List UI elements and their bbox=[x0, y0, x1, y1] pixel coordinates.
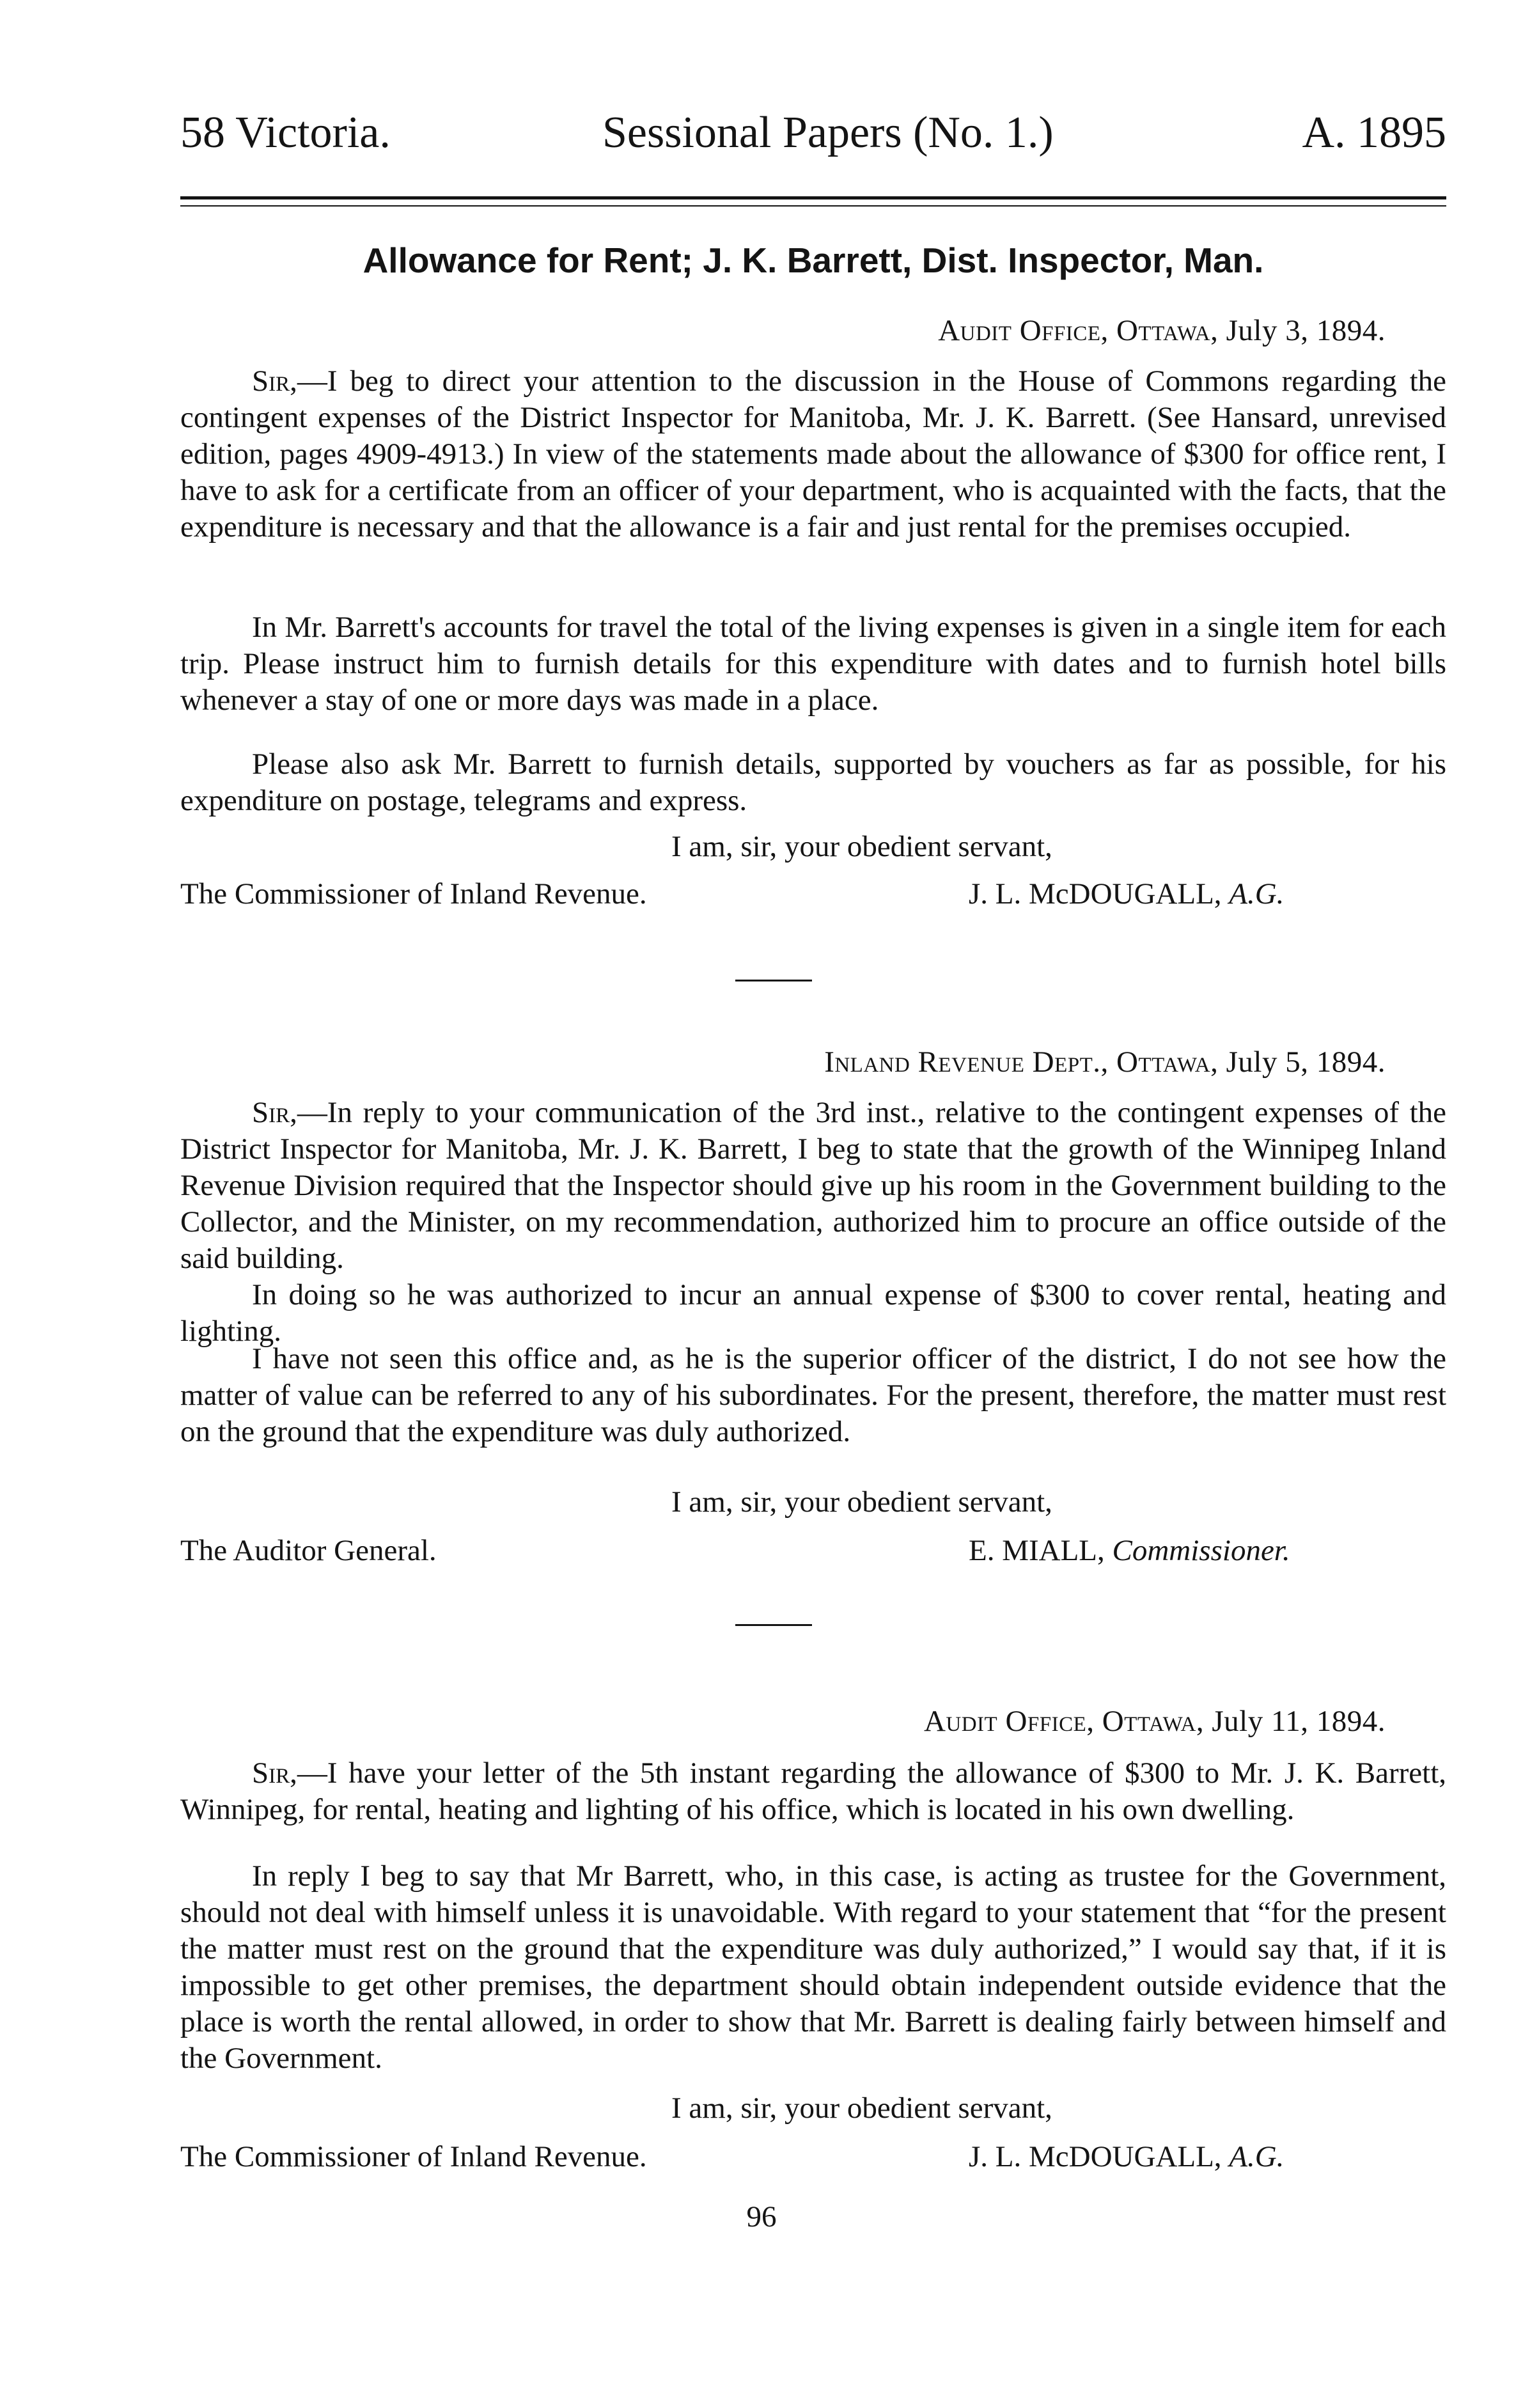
letter-2-addressee: The Auditor General. bbox=[180, 1534, 437, 1567]
letter-3-salutation: Sir, bbox=[252, 1756, 297, 1790]
letter-2-place: Inland Revenue Dept., Ottawa, bbox=[824, 1045, 1219, 1079]
letter-1-addressee: The Commissioner of Inland Revenue. bbox=[180, 877, 647, 911]
letter-2-paragraph-3: I have not seen this office and, as he is the superior officer of the district, I do not see how the matter of value can be referred to any of his subordinates. For the present, therefore, the matter must rest on the ground that the expenditure was duly authorized. bbox=[180, 1342, 1446, 1448]
letter-1-date: July 3, 1894. bbox=[1218, 314, 1386, 347]
header-sessional-papers: Sessional Papers (No. 1.) bbox=[602, 108, 1054, 157]
letter-2-closing: I am, sir, your obedient servant, bbox=[671, 1485, 1052, 1519]
letter-3-addressee: The Commissioner of Inland Revenue. bbox=[180, 2140, 647, 2173]
letter-1-closing: I am, sir, your obedient servant, bbox=[671, 830, 1052, 863]
letter-3-place: Audit Office, Ottawa, bbox=[923, 1705, 1205, 1738]
letter-3-date: July 11, 1894. bbox=[1204, 1705, 1386, 1738]
letter-separator-1 bbox=[735, 980, 812, 981]
letter-3-dateline bbox=[924, 1704, 1386, 1739]
header-year: A. 1895 bbox=[1302, 108, 1446, 157]
letter-2-paragraph-1: Sir,—In reply to your communication of the 3rd inst., relative to the contingent expenses of the District Inspector for Manitoba, Mr. J. K. Barrett, I beg to state that the growth of the Winnipeg Inland Revenue Division required that the Inspector should give up his room in the Government building to the Collector, and the Minister, on my recommendation, authorized him to procure an office outside of the said building. bbox=[180, 1096, 1446, 1275]
letter-1-paragraph-2: In Mr. Barrett's accounts for travel the total of the living expenses is given in a single item for each trip. Please instruct him to furnish details for this expenditure with dates and to furnish hotel bills whenever a stay of one or more days was made in a place. bbox=[180, 611, 1446, 717]
letter-3-paragraph-2: In reply I beg to say that Mr Barrett, who, in this case, is acting as trustee for the Government, should not deal with himself unless it is unavoidable. With regard to your statement that “for the present the matter must rest on the ground that the expenditure was duly authorized,” I would say that, if it is impossible to get other premises, the department should obtain independent outside evidence that the place is worth the rental allowed, in order to show that Mr. Barrett is dealing fairly between himself and the Government. bbox=[180, 1859, 1446, 2075]
letter-2-signature: E. MIALL, Commissioner. bbox=[969, 1534, 1290, 1567]
letter-1-paragraph-3: Please also ask Mr. Barrett to furnish details, supported by vouchers as far as possible, for his expenditure on postage, telegrams and express. bbox=[180, 747, 1446, 817]
letter-3-signature: J. L. McDOUGALL, A.G. bbox=[969, 2140, 1285, 2173]
document-title: Allowance for Rent; J. K. Barrett, Dist. Inspector, Man. bbox=[363, 240, 1264, 280]
letter-2-salutation: Sir, bbox=[252, 1096, 297, 1129]
header-session: 58 Victoria. bbox=[180, 108, 391, 157]
letter-separator-2 bbox=[735, 1624, 812, 1626]
running-header bbox=[180, 107, 1446, 171]
header-rule-thin bbox=[180, 205, 1446, 207]
header-rule-thick bbox=[180, 196, 1446, 199]
letter-3-closing: I am, sir, your obedient servant, bbox=[671, 2091, 1052, 2125]
page-number: 96 bbox=[746, 2200, 777, 2233]
letter-1-signature: J. L. McDOUGALL, A.G. bbox=[969, 877, 1285, 911]
letter-1-salutation: Sir, bbox=[252, 364, 297, 398]
letter-1-dateline bbox=[938, 313, 1386, 348]
letter-2-dateline bbox=[824, 1045, 1386, 1079]
letter-2-paragraph-2: In doing so he was authorized to incur an annual expense of $300 to cover rental, heating and lighting. bbox=[180, 1278, 1446, 1348]
letter-1-place: Audit Office, Ottawa, bbox=[938, 314, 1219, 347]
letter-3-paragraph-1: Sir,—I have your letter of the 5th instant regarding the allowance of $300 to Mr. J. K. Barrett, Winnipeg, for rental, heating and lighting of his office, which is located in his own dwelling. bbox=[180, 1756, 1446, 1826]
letter-2-date: July 5, 1894. bbox=[1218, 1045, 1386, 1079]
letter-1-paragraph-1: Sir,—I beg to direct your attention to the discussion in the House of Commons regarding the contingent expenses of the District Inspector for Manitoba, Mr. J. K. Barrett. (See Hansard, unrevised edition, pages 4909-4913.) In view of the statements made about the allowance of $300 for office rent, I have to ask for a certificate from an officer of your department, who is acquainted with the facts, that the expenditure is necessary and that the allowance is a fair and just rental for the premises occupied. bbox=[180, 364, 1446, 543]
